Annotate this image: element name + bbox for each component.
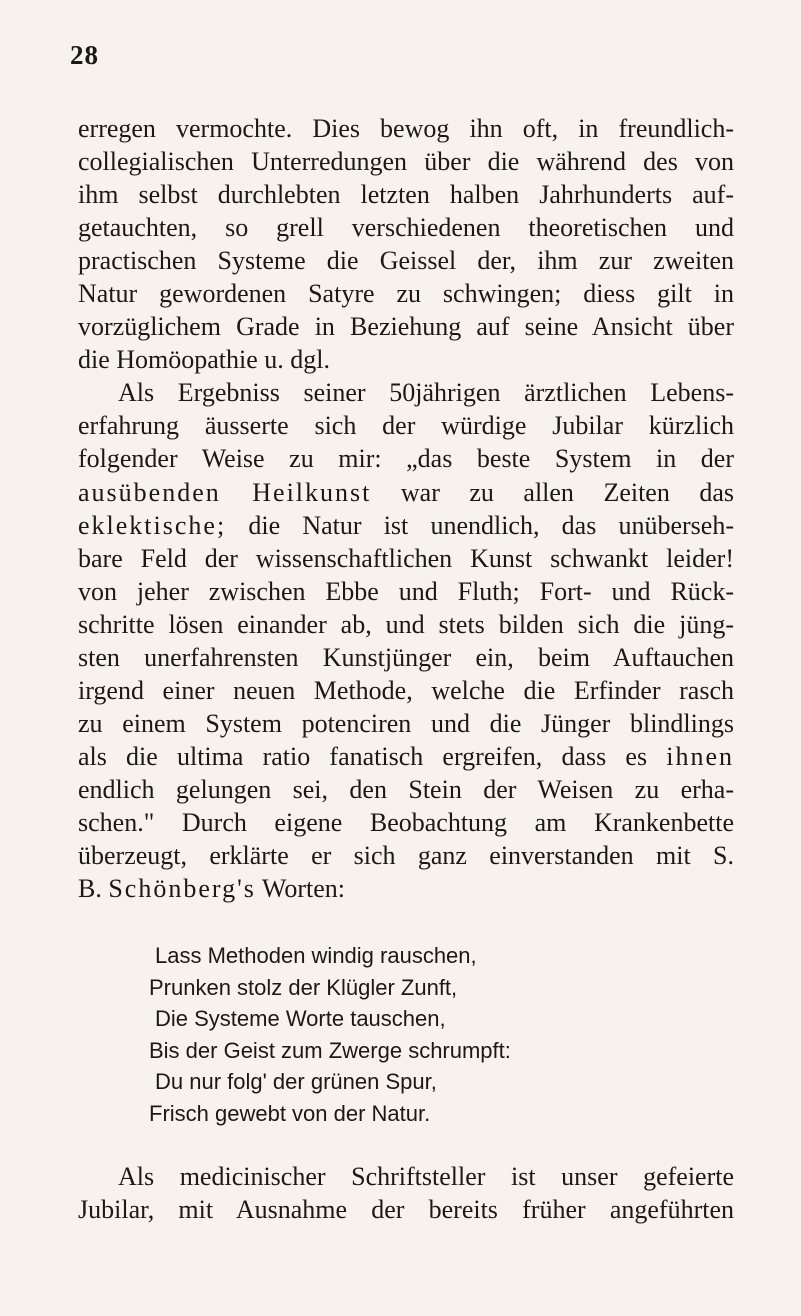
text-line: folgender Weise zu mir: „das beste System in der bbox=[78, 444, 734, 474]
page-number: 28 bbox=[70, 40, 99, 70]
text-segment: die Natur ist unendlich, das unüberseh- bbox=[248, 510, 735, 540]
text-line: irgend einer neuen Methode, welche die Erfinder rasch bbox=[78, 675, 734, 705]
text-line: Als medicinischer Schriftsteller ist unser gefeierte bbox=[118, 1162, 734, 1191]
text-line: ihm selbst durchlebten letzten halben Jahrhunderts auf- bbox=[78, 180, 734, 210]
text-line: erfahrung äusserte sich der würdige Jubilar kürzlich bbox=[78, 411, 734, 441]
text-line bbox=[78, 509, 734, 542]
text-line bbox=[78, 476, 734, 509]
closing-paragraph bbox=[78, 1160, 734, 1226]
text-line: Als Ergebniss seiner 50jährigen ärztlichen Lebens- bbox=[118, 378, 734, 408]
text-line: zu einem System potenciren und die Jünger blindlings bbox=[78, 708, 734, 738]
main-text bbox=[78, 112, 734, 905]
verse-line: Bis der Geist zum Zwerge schrumpft: bbox=[149, 1037, 511, 1063]
text-segment: als die ultima ratio fanatisch ergreifen, dass es bbox=[78, 741, 648, 771]
text-line: Jubilar, mit Ausnahme der bereits früher angeführten bbox=[78, 1195, 734, 1225]
text-line: die Homöopathie u. dgl. bbox=[78, 345, 331, 375]
spaced-emphasis: ihnen bbox=[666, 741, 734, 771]
verse-line: Die Systeme Worte tauschen, bbox=[155, 1006, 446, 1031]
text-line bbox=[78, 872, 734, 905]
text-line: endlich gelungen sei, den Stein der Weisen zu erha- bbox=[78, 774, 734, 804]
verse-block bbox=[0, 940, 801, 1129]
spaced-emphasis: eklektische; bbox=[78, 510, 227, 540]
text-line bbox=[78, 740, 734, 773]
text-line: von jeher zwischen Ebbe und Fluth; Fort- und Rück- bbox=[78, 576, 734, 606]
text-line: bare Feld der wissenschaftlichen Kunst schwankt leider! bbox=[78, 543, 734, 573]
text-line: vorzüglichem Grade in Beziehung auf seine Ansicht über bbox=[78, 312, 734, 342]
text-line: collegialischen Unterredungen über die während des von bbox=[78, 147, 734, 177]
verse-line: Frisch gewebt von der Natur. bbox=[149, 1100, 431, 1126]
text-line: sten unerfahrensten Kunstjünger ein, beim Auftauchen bbox=[78, 642, 734, 672]
text-segment: war zu allen Zeiten das bbox=[400, 477, 735, 507]
text-line: practischen Systeme die Geissel der, ihm zur zweiten bbox=[78, 246, 734, 276]
text-line: überzeugt, erklärte er sich ganz einverstanden mit S. bbox=[78, 841, 734, 871]
text-line: erregen vermochte. Dies bewog ihn oft, in freundlich- bbox=[78, 114, 734, 143]
text-line: getauchten, so grell verschiedenen theoretischen und bbox=[78, 213, 734, 243]
spaced-emphasis: Schönberg's bbox=[108, 874, 256, 904]
verse-line: Lass Methoden windig rauschen, bbox=[155, 943, 477, 968]
verse-line: Prunken stolz der Klügler Zunft, bbox=[149, 974, 458, 1000]
verse-line: Du nur folg' der grünen Spur, bbox=[155, 1069, 437, 1094]
text-segment: B. bbox=[78, 874, 102, 904]
text-segment: Worten: bbox=[261, 874, 346, 904]
text-line: schritte lösen einander ab, und stets bilden sich die jüng- bbox=[78, 609, 734, 639]
text-line: Natur gewordenen Satyre zu schwingen; diess gilt in bbox=[78, 279, 734, 309]
spaced-emphasis: ausübenden Heilkunst bbox=[78, 477, 372, 507]
text-line: schen." Durch eigene Beobachtung am Krankenbette bbox=[78, 807, 734, 837]
